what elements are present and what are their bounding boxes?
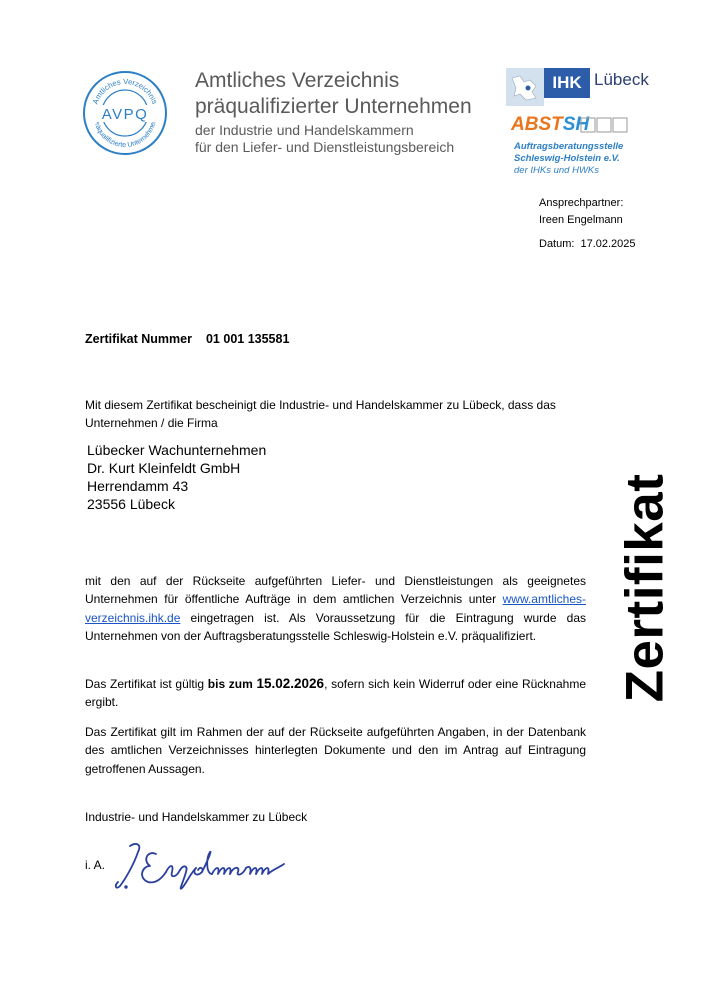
ihk-map-icon <box>506 68 544 106</box>
abst-line2: Schleswig-Holstein e.V. <box>514 153 620 164</box>
abst-logo <box>511 114 589 136</box>
para2-after: , sofern sich kein Widerruf oder eine Rücknahme ergibt. <box>85 677 586 710</box>
paragraph-scope: Das Zertifikat gilt im Rahmen der auf der Rückseite aufgeführten Angaben, in der Datenbank des amtlichen Verzeichnisses hinterlegten Dokumente und den im Antrag auf Eintragung getroffenen Aussagen. <box>85 725 586 776</box>
company-name2: Dr. Kurt Kleinfeldt GmbH <box>87 460 241 476</box>
paragraph-registration <box>85 572 586 646</box>
svg-text:Amtliches Verzeichnis <box>91 77 160 106</box>
date-label: Datum: <box>539 238 575 250</box>
header-subtitle-line2: für den Liefer- und Dienstleistungsbereich <box>195 139 455 155</box>
abst-logo-part1: ABST <box>511 114 563 135</box>
header-title <box>195 68 472 120</box>
contact-block <box>539 195 623 229</box>
chamber-name: Industrie- und Handelskammer zu Lübeck <box>85 810 308 824</box>
paragraph-validity <box>85 675 586 712</box>
date-row <box>539 238 636 250</box>
company-street: Herrendamm 43 <box>87 478 189 494</box>
header-title-line2: präqualifizierter Unternehmen <box>195 95 472 118</box>
vertical-title-text: Zertifikat <box>615 473 675 703</box>
certificate-number <box>85 332 289 346</box>
para1-after: eingetragen ist. Als Voraussetzung für die Eintragung wurde das Unternehmen von der Auftragsberatungsstelle Schleswig-Holstein e.V. präqualifiziert. <box>85 610 586 644</box>
contact-label: Ansprechpartner: <box>539 197 624 209</box>
date-value: 17.02.2025 <box>580 238 636 250</box>
header-title-line1: Amtliches Verzeichnis <box>195 69 400 92</box>
certificate-number-value: 01 001 135581 <box>205 332 290 346</box>
ihk-logo-box: IHK <box>544 68 590 98</box>
handwritten-signature <box>112 838 302 894</box>
abst-line3: der IHKs und HWKs <box>514 165 599 176</box>
abst-logo-part2: SH <box>562 114 590 135</box>
para2-before: Das Zertifikat ist gültig <box>85 677 208 691</box>
contact-name: Ireen Engelmann <box>539 214 623 226</box>
para1-before: mit den auf der Rückseite aufgeführten Liefer- und Dienstleistungen als geeignetes Unternehmen für öffentliche Aufträge in dem amtlichen Verzeichnis unter <box>85 574 586 607</box>
para2-until: bis zum <box>207 677 257 691</box>
company-address <box>87 441 266 513</box>
seal-bottom-text: räqualifizierte Unternehme <box>93 121 158 150</box>
registry-link[interactable]: www.amtliches-verzeichnis.ihk.de <box>85 592 586 625</box>
intro-text: Mit diesem Zertifikat bescheinigt die Industrie- und Handelskammer zu Lübeck, dass das Unternehmen / die Firma <box>85 398 556 430</box>
certificate-label: Zertifikat Nummer <box>85 332 192 346</box>
abst-line1: Auftragsberatungsstelle <box>514 141 624 152</box>
vertical-title <box>609 458 681 718</box>
header-subtitle-line1: der Industrie und Handelskammern <box>195 122 414 138</box>
validity-date: 15.02.2026 <box>256 676 325 691</box>
abst-subtitle <box>514 141 623 177</box>
signature-ia: i. A. <box>85 858 106 872</box>
header-subtitle <box>195 122 454 156</box>
seal-top-text: Amtliches Verzeichnis <box>90 76 160 106</box>
abst-boxes-icon <box>580 117 628 133</box>
seal-center-text: AVPQ <box>101 106 149 123</box>
company-city: 23556 Lübeck <box>87 496 175 512</box>
ihk-logo-city: Lübeck <box>594 70 649 89</box>
avpq-seal-logo <box>82 70 168 156</box>
company-name1: Lübecker Wachunternehmen <box>87 442 267 458</box>
